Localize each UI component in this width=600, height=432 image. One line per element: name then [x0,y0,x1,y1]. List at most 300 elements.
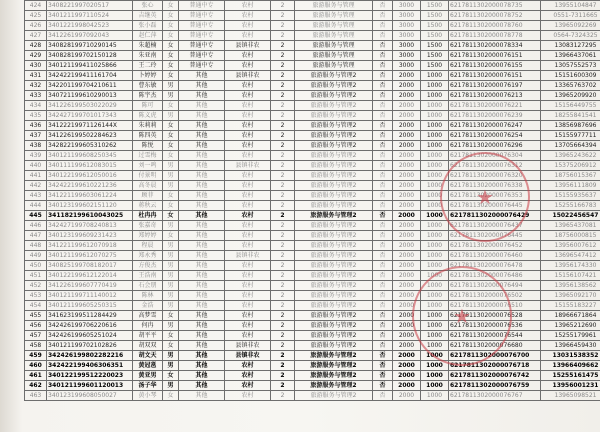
cell-gender: 男 [163,281,179,291]
cell-tuition-amount: 2000 [393,131,421,141]
cell-grade-level: 2 [271,91,295,101]
cell-repeat-flag: 否 [373,361,393,371]
cell-repeat-flag: 否 [373,191,393,201]
cell-education-type: 其他 [179,71,225,81]
cell-gender: 女 [163,41,179,51]
cell-education-type: 其他 [179,121,225,131]
cell-bank-card-number: 6217811302000076353 [449,191,541,201]
cell-grade-level: 2 [271,121,295,131]
cell-bank-card-number: 6217811302000078752 [449,11,541,21]
cell-tuition-amount: 2000 [393,341,421,351]
cell-row-number: 437 [25,131,47,141]
cell-phone-number: 13956001231 [541,381,600,391]
cell-row-number: 458 [25,341,47,351]
cell-phone-number: 13965092170 [541,291,600,301]
cell-phone-number: 13956174330 [541,261,600,271]
cell-education-type: 其他 [179,251,225,261]
cell-education-type: 其他 [179,111,225,121]
cell-student-name: 方俊杰 [133,261,163,271]
cell-gender: 女 [163,11,179,21]
cell-phone-number: 15022456547 [541,211,600,221]
cell-row-number: 462 [25,381,47,391]
cell-bank-card-number: 6217811302000076460 [449,251,541,261]
cell-gender: 男 [163,361,179,371]
cell-subsidy-amount: 1000 [421,321,449,331]
cell-education-type: 其他 [179,231,225,241]
cell-education-type: 普通中专 [179,21,225,31]
cell-bank-card-number: 6217811302000076445 [449,231,541,241]
cell-phone-number: 18756015367 [541,171,600,181]
cell-repeat-flag: 否 [373,221,393,231]
cell-tuition-amount: 2000 [393,361,421,371]
cell-id-number: 341221199603061224 [47,191,133,201]
cell-major: 旅游服务与管理2 [295,141,373,151]
cell-student-name: 王二玲 [133,61,163,71]
cell-row-number: 431 [25,71,47,81]
cell-bank-card-number: 6217811302000076528 [449,311,541,321]
cell-subsidy-amount: 1000 [421,271,449,281]
cell-subsidy-amount: 1500 [421,41,449,51]
cell-student-name: 陈可 [133,101,163,111]
cell-grade-level: 2 [271,101,295,111]
cell-id-number: 340123199608050027 [47,391,133,401]
cell-phone-number: 15156107421 [541,271,600,281]
table-row [25,141,600,151]
cell-gender: 男 [163,321,179,331]
table-row [25,121,600,131]
cell-phone-number: 13966437061 [541,51,600,61]
cell-tuition-amount: 2000 [393,261,421,271]
cell-major: 旅游服务与管理2 [295,371,373,381]
cell-education-type: 普通中专 [179,61,225,71]
table-row [25,261,600,271]
cell-phone-number: 15375206912 [541,161,600,171]
cell-tuition-amount: 2000 [393,161,421,171]
cell-row-number: 450 [25,261,47,271]
cell-major: 旅游服务与管理2 [295,391,373,401]
cell-major: 旅游服务与管理2 [295,341,373,351]
cell-student-name: 陈宇杰 [133,91,163,101]
table-row [25,41,600,51]
cell-major: 旅游服务与管理2 [295,171,373,181]
cell-subsidy-amount: 1000 [421,71,449,81]
cell-id-number: 340121199608250345 [47,151,133,161]
cell-tuition-amount: 2000 [393,301,421,311]
cell-student-name: 陈义虎 [133,111,163,121]
cell-grade-level: 2 [271,191,295,201]
cell-phone-number: 18255841541 [541,111,600,121]
cell-student-name: 金浩 [133,301,163,311]
cell-phone-number: 13965092269 [541,21,600,31]
cell-tuition-amount: 2000 [393,321,421,331]
cell-major: 旅游服务与管理2 [295,361,373,371]
cell-id-number: 340123199609231423 [47,231,133,241]
cell-phone-number: 13965209920 [541,91,600,101]
cell-subsidy-amount: 1000 [421,141,449,151]
cell-grade-level: 2 [271,371,295,381]
cell-bank-card-number: 6217811302000076296 [449,141,541,151]
cell-household-type: 农村 [225,101,271,111]
cell-subsidy-amount: 1000 [421,391,449,401]
cell-education-type: 其他 [179,361,225,371]
cell-repeat-flag: 否 [373,181,393,191]
cell-id-number: 340828199702150128 [47,51,133,61]
cell-household-type: 农村 [225,171,271,181]
cell-id-number: 342426199802282216 [47,351,133,361]
table-row [25,1,600,11]
cell-gender: 男 [163,291,179,301]
cell-bank-card-number: 6217811302000076718 [449,361,541,371]
cell-subsidy-amount: 1000 [421,201,449,211]
cell-major: 旅游服务与管理2 [295,281,373,291]
cell-grade-level: 2 [271,51,295,61]
cell-grade-level: 2 [271,311,295,321]
cell-student-name: 陈林 [133,291,163,301]
cell-phone-number: 13966459430 [541,341,600,351]
cell-row-number: 430 [25,61,47,71]
cell-education-type: 普通中专 [179,1,225,11]
cell-id-number: 342426199706220616 [47,321,133,331]
cell-student-name: 张嘉奇 [133,221,163,231]
cell-row-number: 451 [25,271,47,281]
cell-student-name: 郑永秀 [133,251,163,261]
cell-gender: 女 [163,371,179,381]
cell-id-number: 3401221998042523 [47,21,133,31]
cell-gender: 女 [163,1,179,11]
cell-household-type: 农村 [225,301,271,311]
cell-household-type: 农村 [225,231,271,241]
cell-gender: 男 [163,261,179,271]
cell-id-number: 342427199708240813 [47,221,133,231]
cell-student-name: 蒋秋云 [133,201,163,211]
cell-tuition-amount: 2000 [393,111,421,121]
cell-major: 旅游服务与管理2 [295,71,373,81]
cell-bank-card-number: 6217811302000078778 [449,31,541,41]
cell-repeat-flag: 否 [373,231,393,241]
cell-subsidy-amount: 1500 [421,21,449,31]
cell-id-number: 341226199502284623 [47,131,133,141]
cell-bank-card-number: 6217811302000076536 [449,321,541,331]
cell-grade-level: 2 [271,341,295,351]
cell-subsidy-amount: 1000 [421,361,449,371]
cell-phone-number: 13966409662 [541,361,600,371]
cell-row-number: 448 [25,241,47,251]
cell-bank-card-number: 6217811302000076478 [449,261,541,271]
cell-phone-number: 13856987696 [541,121,600,131]
cell-repeat-flag: 否 [373,291,393,301]
cell-major: 旅游服务与管理2 [295,231,373,241]
cell-bank-card-number: 6217811302000076510 [449,301,541,311]
cell-bank-card-number: 6217811302000076759 [449,381,541,391]
cell-repeat-flag: 否 [373,101,393,111]
cell-repeat-flag: 否 [373,21,393,31]
cell-row-number: 463 [25,391,47,401]
cell-phone-number: 15155183227 [541,301,600,311]
cell-phone-number: 13965437081 [541,221,600,231]
cell-row-number: 427 [25,31,47,41]
cell-gender: 女 [163,201,179,211]
cell-gender: 女 [163,231,179,241]
cell-major: 旅游服务与管理2 [295,91,373,101]
cell-bank-card-number: 6217811302000076486 [449,271,541,281]
cell-row-number: 444 [25,201,47,211]
cell-student-name: 朱莉莉 [133,121,163,131]
cell-row-number: 455 [25,311,47,321]
cell-household-type: 农村 [225,221,271,231]
cell-household-type: 农村 [225,321,271,331]
cell-subsidy-amount: 1500 [421,1,449,11]
cell-row-number: 428 [25,41,47,51]
cell-student-name: 高冬晨 [133,181,163,191]
cell-student-name: 曹东敏 [133,81,163,91]
cell-major: 旅游服务与管理2 [295,101,373,111]
cell-tuition-amount: 2000 [393,371,421,381]
cell-household-type: 农村 [225,281,271,291]
cell-subsidy-amount: 1000 [421,131,449,141]
cell-id-number: 342422199610221236 [47,181,133,191]
table-row [25,81,600,91]
cell-bank-card-number: 6217811302000076494 [449,281,541,291]
cell-subsidy-amount: 1000 [421,381,449,391]
cell-repeat-flag: 否 [373,161,393,171]
cell-major: 旅游服务与管理2 [295,261,373,271]
cell-repeat-flag: 否 [373,71,393,81]
cell-household-type: 农村 [225,1,271,11]
cell-subsidy-amount: 1000 [421,341,449,351]
cell-student-name: 杜冉冉 [133,211,163,221]
cell-tuition-amount: 2000 [393,191,421,201]
table-row [25,101,600,111]
cell-grade-level: 2 [271,111,295,121]
cell-id-number: 341221199612070918 [47,241,133,251]
cell-subsidy-amount: 1000 [421,111,449,121]
cell-grade-level: 2 [271,61,295,71]
cell-household-type: 农村 [225,61,271,71]
cell-grade-level: 2 [271,271,295,281]
cell-student-name: 汤子华 [133,381,163,391]
cell-education-type: 其他 [179,191,225,201]
cell-id-number: 34122219971126144X [47,121,133,131]
cell-id-number: 342422199406306351 [47,361,133,371]
cell-phone-number: 13965098521 [541,391,600,401]
cell-subsidy-amount: 1000 [421,181,449,191]
cell-major: 旅游服务与管理2 [295,321,373,331]
cell-phone-number: 15156449755 [541,101,600,111]
cell-subsidy-amount: 1500 [421,11,449,21]
cell-row-number: 426 [25,21,47,31]
cell-row-number: 434 [25,101,47,111]
cell-row-number: 461 [25,371,47,381]
cell-gender: 男 [163,381,179,391]
cell-row-number: 439 [25,151,47,161]
cell-repeat-flag: 否 [373,321,393,331]
cell-major: 旅游服务与管理2 [295,271,373,281]
cell-student-name: 刘一鸣 [133,161,163,171]
cell-student-name: 胡双双 [133,341,163,351]
cell-gender: 男 [163,301,179,311]
seal-star-icon: ★ [476,185,494,209]
cell-subsidy-amount: 1000 [421,221,449,231]
cell-bank-card-number: 6217811302000078760 [449,21,541,31]
cell-grade-level: 2 [271,291,295,301]
cell-household-type: 农村 [225,91,271,101]
cell-repeat-flag: 否 [373,31,393,41]
cell-repeat-flag: 否 [373,201,393,211]
cell-phone-number: 18966671864 [541,311,600,321]
cell-gender: 男 [163,81,179,91]
cell-household-type: 农村 [225,191,271,201]
cell-subsidy-amount: 1000 [421,191,449,201]
cell-subsidy-amount: 1000 [421,251,449,261]
cell-row-number: 443 [25,191,47,201]
cell-major: 旅游服务与管理2 [295,381,373,391]
cell-id-number: 341182199610043025 [47,211,133,221]
cell-repeat-flag: 否 [373,61,393,71]
cell-student-name: 程晨 [133,241,163,251]
table-row [25,291,600,301]
cell-student-name: 石会朋 [133,281,163,291]
cell-subsidy-amount: 1000 [421,281,449,291]
table-row [25,11,600,21]
cell-grade-level: 2 [271,171,295,181]
table-row [25,361,600,371]
cell-tuition-amount: 3000 [393,1,421,11]
cell-tuition-amount: 2000 [393,81,421,91]
cell-major: 旅游服务与管理2 [295,251,373,261]
official-seal-stamp [440,152,530,242]
cell-row-number: 447 [25,231,47,241]
cell-bank-card-number: 6217811302000076680 [449,341,541,351]
cell-subsidy-amount: 1000 [421,261,449,271]
cell-grade-level: 2 [271,331,295,341]
cell-gender: 女 [163,191,179,201]
cell-id-number: 3401211997110524 [47,11,133,21]
cell-repeat-flag: 否 [373,41,393,51]
cell-gender: 男 [163,351,179,361]
cell-gender: 女 [163,51,179,61]
cell-education-type: 普通中专 [179,41,225,51]
cell-student-name: 王浩南 [133,271,163,281]
cell-education-type: 普通中专 [179,31,225,41]
cell-household-type: 农村 [225,361,271,371]
cell-phone-number: 18756000815 [541,231,600,241]
cell-grade-level: 2 [271,21,295,31]
cell-education-type: 普通中专 [179,51,225,61]
cell-tuition-amount: 3000 [393,11,421,21]
cell-tuition-amount: 3000 [393,61,421,71]
cell-repeat-flag: 否 [373,311,393,321]
cell-gender: 男 [163,251,179,261]
cell-education-type: 其他 [179,151,225,161]
cell-row-number: 446 [25,221,47,231]
cell-gender: 女 [163,71,179,81]
cell-repeat-flag: 否 [373,141,393,151]
cell-household-type: 县镇非农 [225,161,271,171]
cell-gender: 男 [163,171,179,181]
cell-education-type: 其他 [179,371,225,381]
cell-education-type: 其他 [179,311,225,321]
cell-student-name: 黄小琴 [133,391,163,401]
cell-phone-number: 13057552573 [541,61,600,71]
table-row [25,271,600,281]
cell-major: 旅游服务与管理 [295,21,373,31]
cell-student-name: 郑婷婷 [133,231,163,241]
cell-household-type: 农村 [225,81,271,91]
cell-subsidy-amount: 1000 [421,241,449,251]
cell-education-type: 其他 [179,391,225,401]
cell-subsidy-amount: 1500 [421,61,449,71]
cell-bank-card-number: 6217811302000076239 [449,111,541,121]
cell-education-type: 其他 [179,321,225,331]
official-seal-stamp [412,266,512,366]
cell-subsidy-amount: 1000 [421,371,449,381]
cell-tuition-amount: 3000 [393,31,421,41]
cell-subsidy-amount: 1500 [421,51,449,61]
cell-gender: 女 [163,61,179,71]
cell-gender: 男 [163,221,179,231]
cell-subsidy-amount: 1000 [421,171,449,181]
cell-grade-level: 2 [271,351,295,361]
cell-subsidy-amount: 1000 [421,211,449,221]
cell-major: 旅游服务与管理2 [295,311,373,321]
cell-household-type: 农村 [225,201,271,211]
cell-student-name: 吉继英 [133,11,163,21]
cell-gender: 女 [163,21,179,31]
table-row [25,51,600,61]
cell-grade-level: 2 [271,131,295,141]
cell-bank-card-number: 6217811302000076155 [449,61,541,71]
cell-subsidy-amount: 1500 [421,31,449,41]
cell-tuition-amount: 2000 [393,121,421,131]
cell-tuition-amount: 2000 [393,311,421,321]
cell-phone-number: 15151600309 [541,71,600,81]
cell-repeat-flag: 否 [373,341,393,351]
cell-household-type: 农村 [225,391,271,401]
cell-student-name: 高梦雪 [133,311,163,321]
cell-household-type: 农村 [225,291,271,301]
cell-phone-number: 13031538352 [541,351,600,361]
cell-education-type: 其他 [179,301,225,311]
cell-gender: 女 [163,121,179,131]
table-row [25,351,600,361]
cell-row-number: 459 [25,351,47,361]
cell-gender: 女 [163,331,179,341]
cell-row-number: 440 [25,161,47,171]
cell-education-type: 其他 [179,261,225,271]
cell-household-type: 农村 [225,121,271,131]
cell-tuition-amount: 2000 [393,181,421,191]
cell-subsidy-amount: 1000 [421,331,449,341]
cell-grade-level: 2 [271,31,295,41]
cell-repeat-flag: 否 [373,1,393,11]
cell-phone-number: 13965212690 [541,321,600,331]
cell-row-number: 424 [25,1,47,11]
cell-grade-level: 2 [271,211,295,221]
table-row [25,381,600,391]
cell-education-type: 其他 [179,161,225,171]
cell-phone-number: 15255179961 [541,331,600,341]
cell-subsidy-amount: 1000 [421,301,449,311]
cell-phone-number: 13956138562 [541,281,600,291]
cell-student-name: 胡平平 [133,331,163,341]
cell-major: 旅游服务与管理2 [295,121,373,131]
cell-repeat-flag: 否 [373,11,393,21]
cell-bank-card-number: 6217811302000076312 [449,161,541,171]
cell-tuition-amount: 2000 [393,211,421,221]
cell-tuition-amount: 2000 [393,71,421,81]
table-row [25,21,600,31]
cell-gender: 男 [163,241,179,251]
